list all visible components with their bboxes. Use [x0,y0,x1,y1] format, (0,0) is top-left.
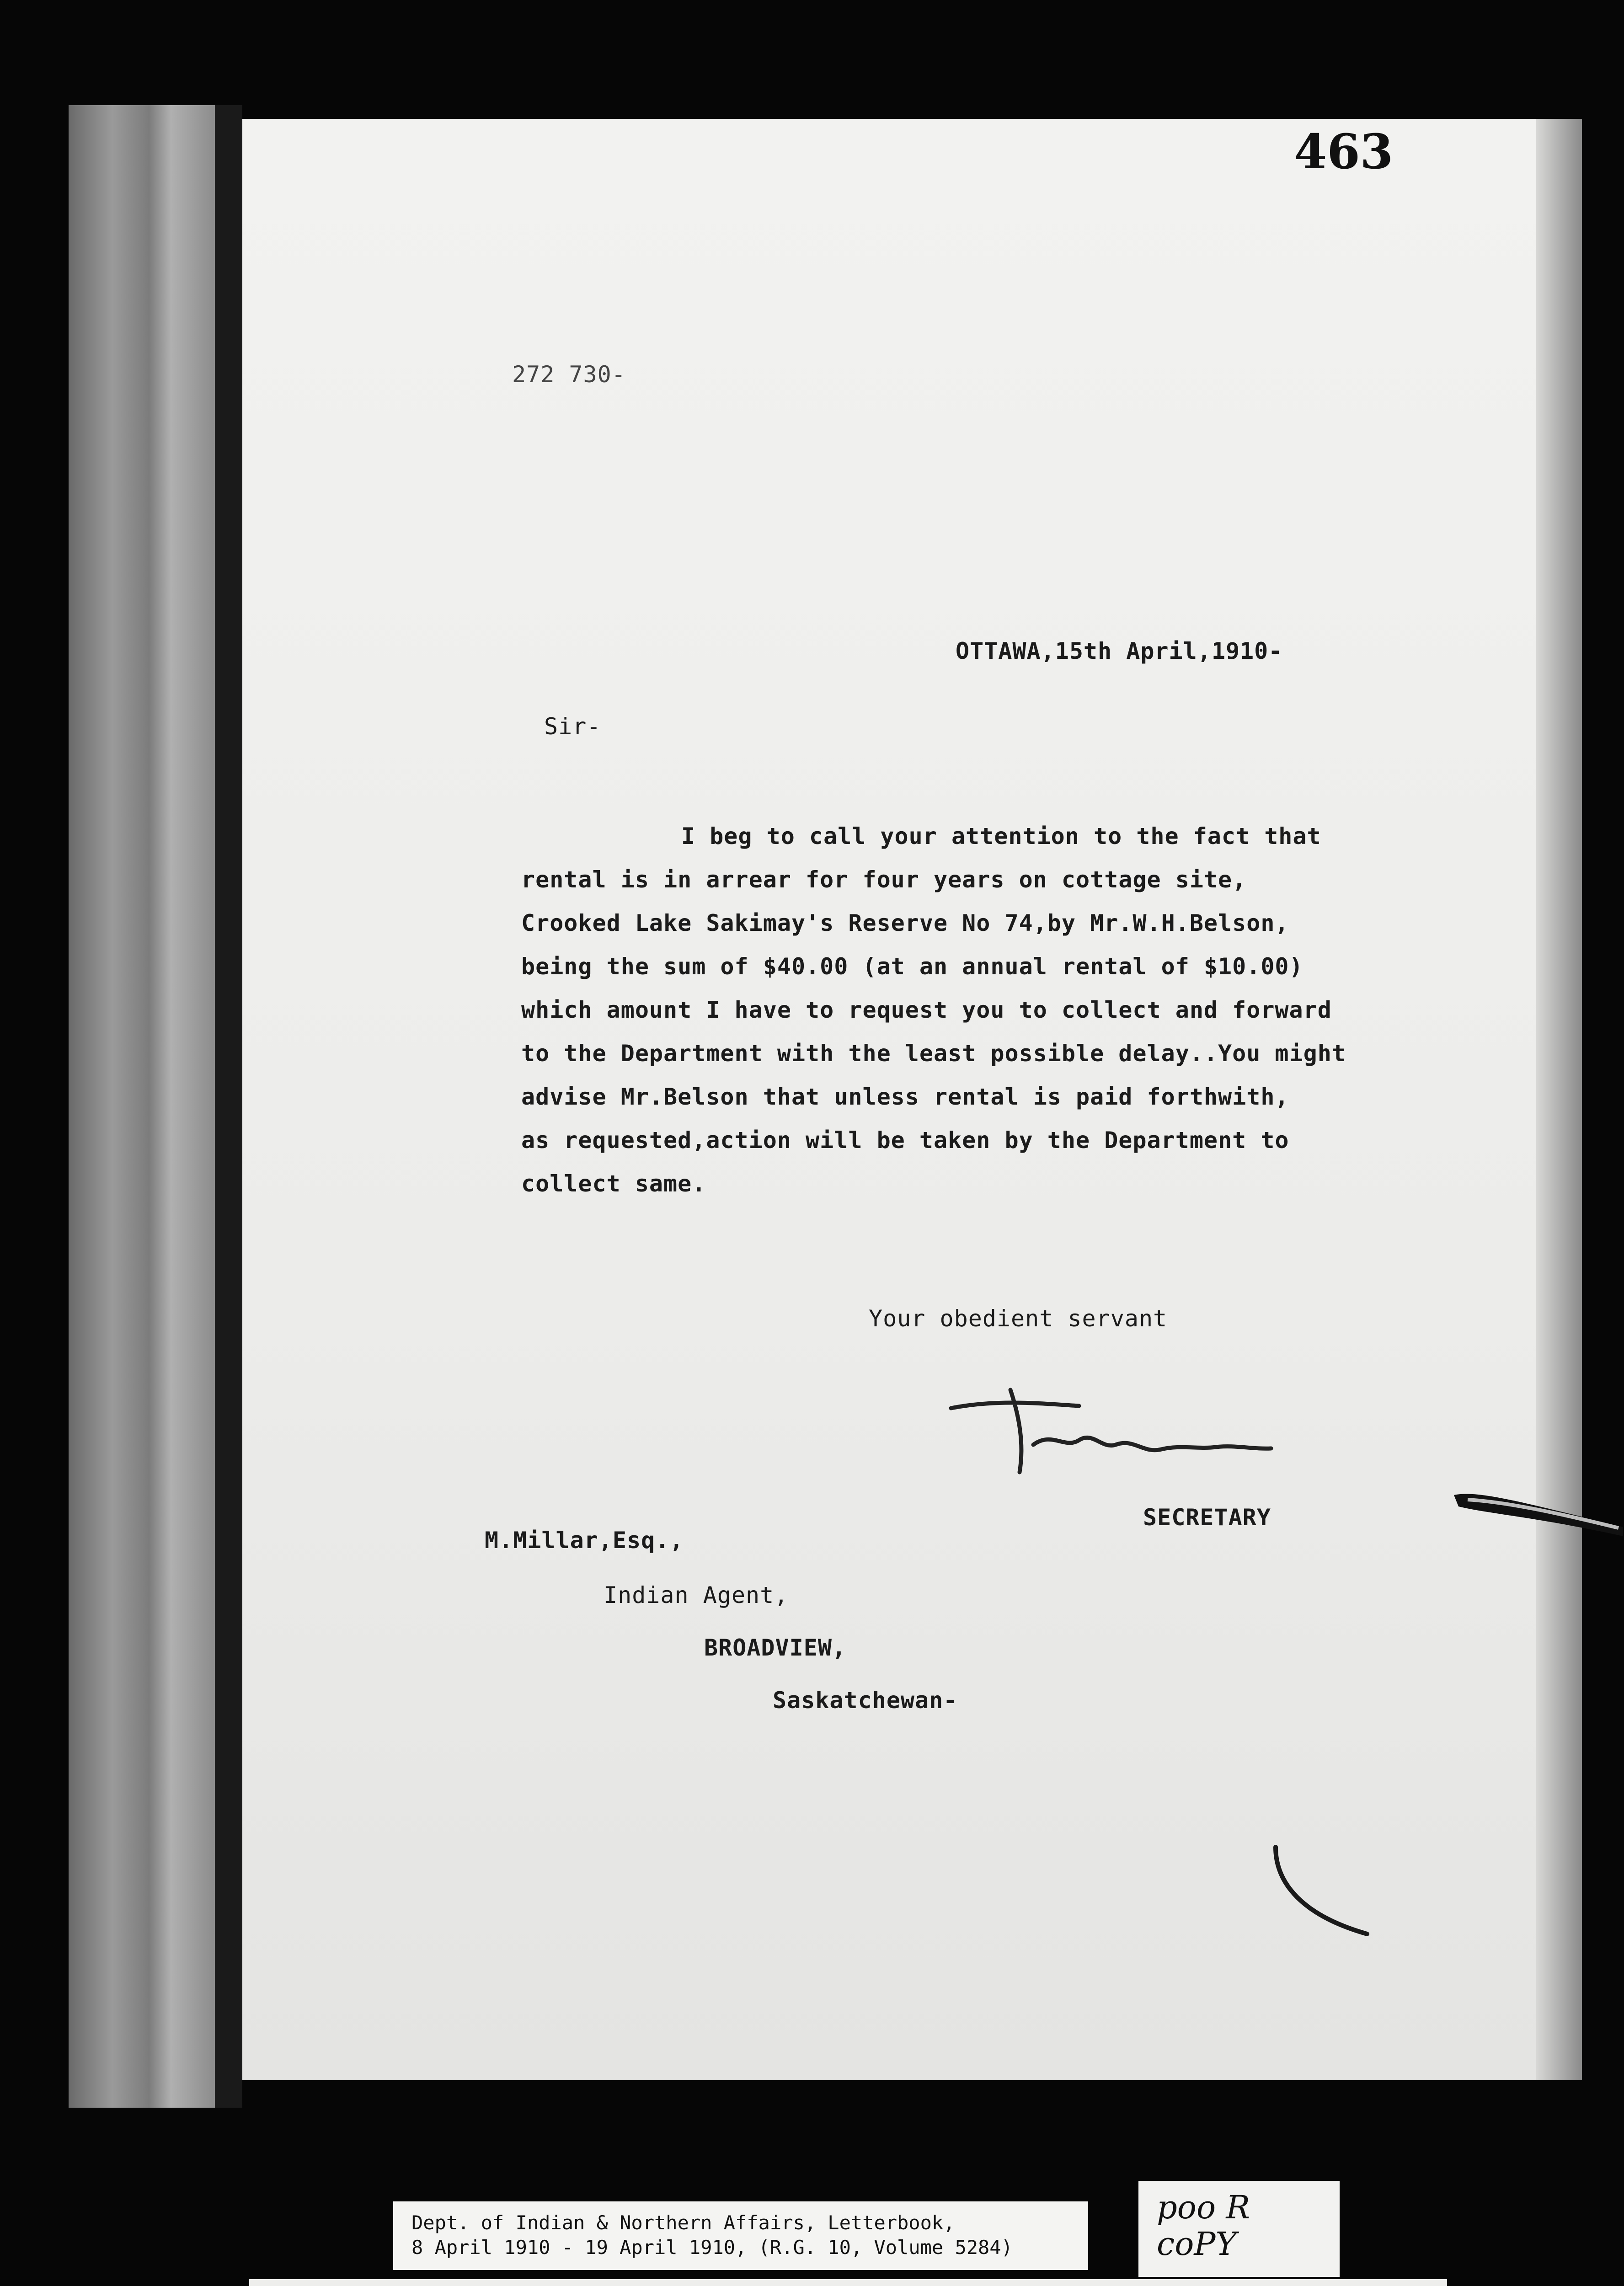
body-line: I beg to call your attention to the fact that [681,823,1321,849]
signer-title: SECRETARY [1143,1504,1271,1531]
signature [942,1381,1280,1486]
catalogue-label [393,2201,1088,2270]
body-line: to the Department with the least possible delay..You might [521,1040,1346,1067]
binding-shadow [215,105,242,2108]
addressee-province: Saskatchewan- [773,1687,958,1714]
note-line: poo R [1157,2189,1250,2226]
closing: Your obedient servant [869,1305,1168,1332]
body-line: being the sum of $40.00 (at an annual rental of $10.00) [521,953,1303,980]
page-number: 463 [1294,123,1394,180]
salutation: Sir- [544,713,601,740]
pen-tip [1449,1486,1623,1536]
handwritten-note [1138,2181,1340,2277]
body-line: rental is in arrear for four years on cottage site, [521,866,1247,893]
dateline: OTTAWA,15th April,1910- [956,638,1283,664]
archives-stamp [249,2279,1447,2286]
pencil-mark [1266,1838,1376,1943]
body-line: advise Mr.Belson that unless rental is paid forthwith, [521,1084,1289,1110]
addressee-role: Indian Agent, [604,1582,789,1608]
note-line: coPY [1157,2225,1237,2263]
book-binding [69,105,215,2108]
body-line: Crooked Lake Sakimay's Reserve No 74,by Mr.W.H.Belson, [521,910,1289,936]
body-line: as requested,action will be taken by the Department to [521,1127,1289,1154]
addressee-name: M.Millar,Esq., [485,1527,684,1554]
file-reference: 272 730- [512,361,626,388]
body-line: collect same. [521,1170,706,1197]
addressee-town: BROADVIEW, [704,1634,847,1661]
catalogue-line: 8 April 1910 - 19 April 1910, (R.G. 10, Volume 5284) [411,2236,1013,2259]
body-line: which amount I have to request you to collect and forward [521,997,1332,1023]
catalogue-line: Dept. of Indian & Northern Affairs, Letterbook, [411,2211,955,2234]
page-edge [1536,119,1582,2080]
